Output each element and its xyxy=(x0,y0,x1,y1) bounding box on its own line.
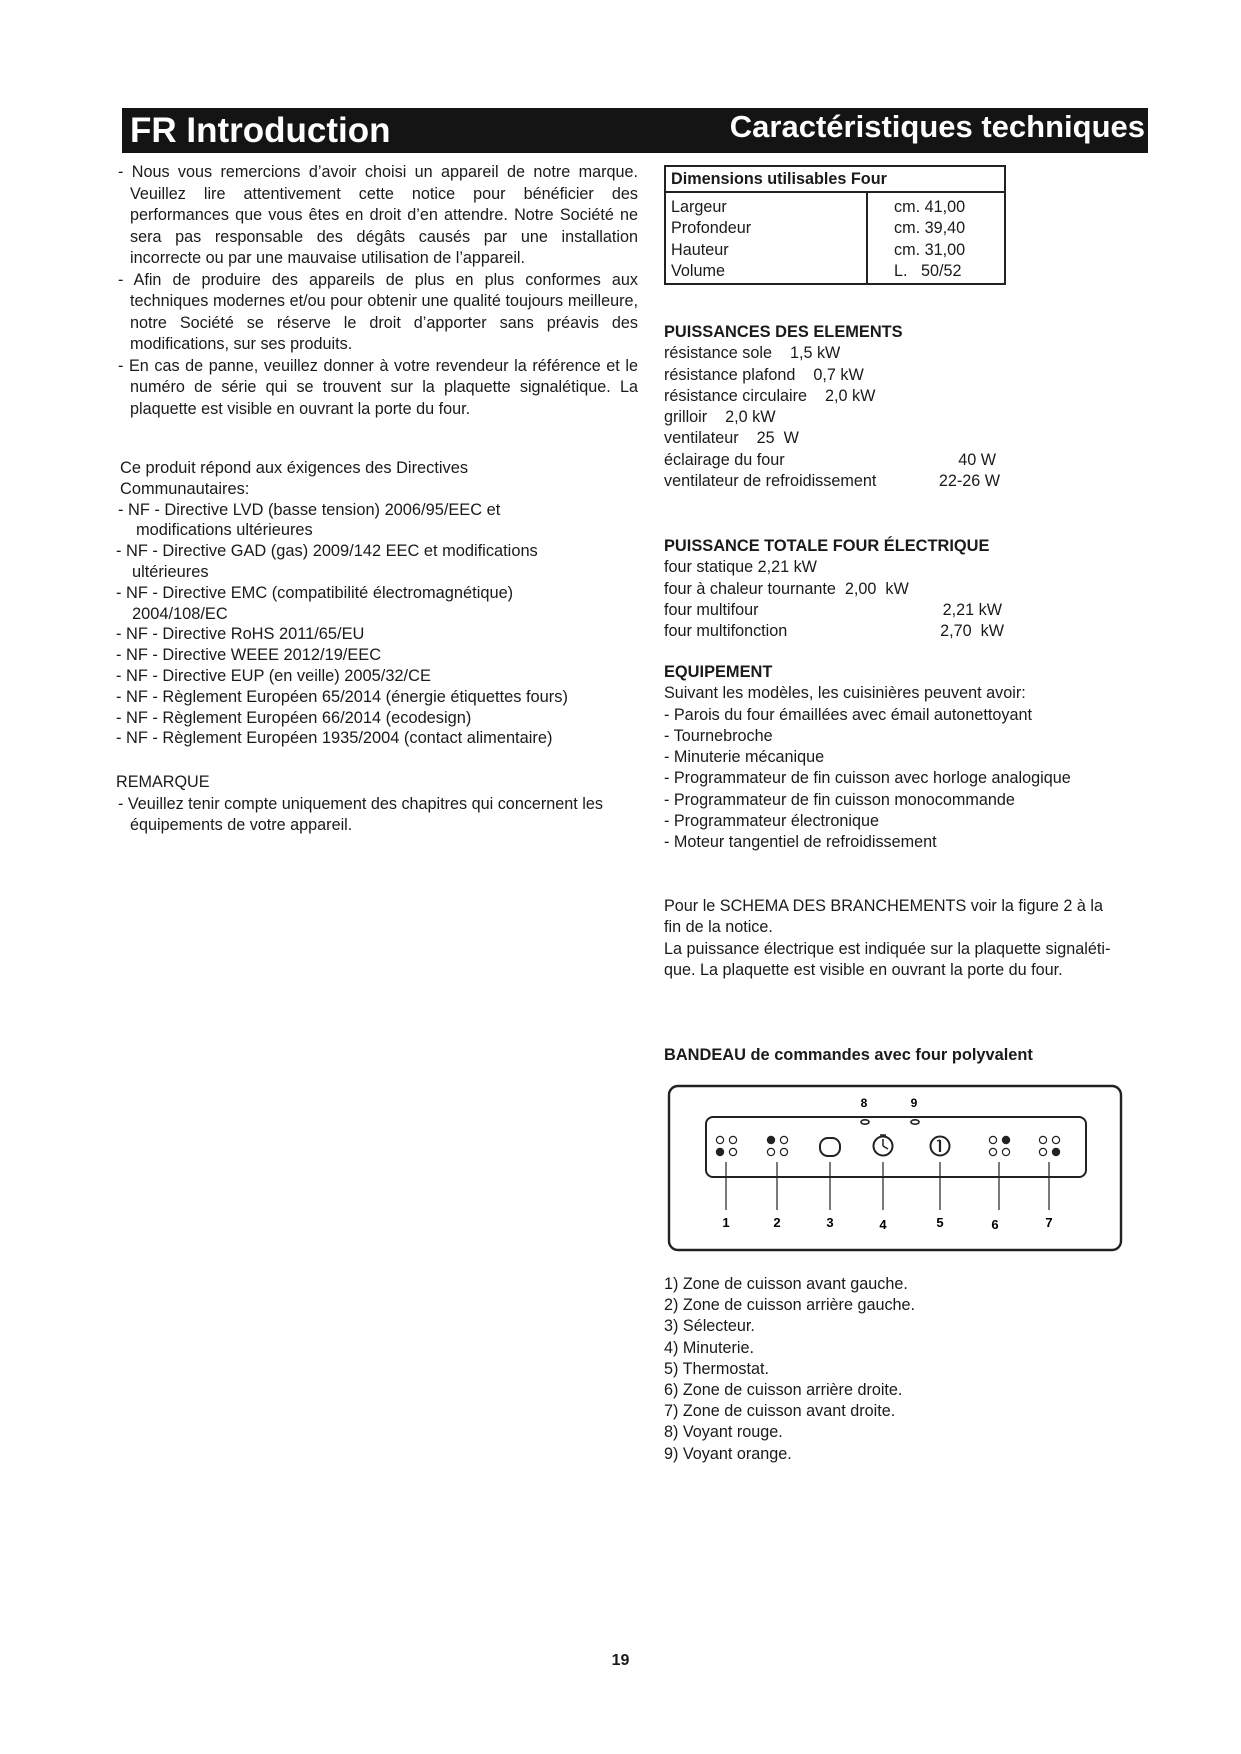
callout-number: 1 xyxy=(722,1215,730,1230)
puissances-title: PUISSANCES DES ELEMENTS xyxy=(664,323,903,341)
dimension-label: Hauteur xyxy=(671,240,729,259)
orange-lamp-icon xyxy=(911,1120,919,1124)
remarque-section xyxy=(118,772,638,837)
remarque-text: - Veuillez tenir compte uniquement des chapitres qui concernent les équipements de votre appareil. xyxy=(118,794,603,834)
dimension-label: Largeur xyxy=(671,198,727,216)
directive-item: - NF - Règlement Européen 1935/2004 (contact alimentaire) xyxy=(116,729,553,748)
puissance-totale-pair-label: four multifonction xyxy=(664,622,788,641)
directive-item: - NF - Directive LVD (basse tension) 2006/95/EEC et xyxy=(118,500,501,519)
dimension-value: cm. 41,00 xyxy=(894,198,966,216)
dimensions-table-header: Dimensions utilisables Four xyxy=(665,166,1005,192)
puissance-totale-section xyxy=(664,536,1084,642)
puissance-totale-title: PUISSANCE TOTALE FOUR ÉLECTRIQUE xyxy=(664,537,990,555)
schema-line: que. La plaquette est visible en ouvrant la porte du four. xyxy=(664,960,1063,979)
legend-item: 1) Zone de cuisson avant gauche. xyxy=(664,1275,908,1293)
equipement-item: - Programmateur de fin cuisson avec horloge analogique xyxy=(664,769,1071,788)
thermostat-icon xyxy=(931,1137,950,1156)
bandeau-legend xyxy=(664,1274,915,1465)
puissance-line: résistance circulaire 2,0 kW xyxy=(664,386,876,405)
directives-section xyxy=(118,458,658,749)
schema-line: Pour le SCHEMA DES BRANCHEMENTS voir la figure 2 à la xyxy=(664,897,1103,915)
puissance-totale-pair-label: four multifour xyxy=(664,600,759,619)
legend-item: 7) Zone de cuisson avant droite. xyxy=(664,1402,896,1421)
puissance-pair-value: 40 W xyxy=(958,450,996,469)
puissance-pair-label: éclairage du four xyxy=(664,450,785,469)
puissance-totale-pair-value: 2,21 kW xyxy=(942,600,1002,619)
dimension-label: Profondeur xyxy=(671,219,752,238)
legend-item: 5) Thermostat. xyxy=(664,1359,769,1378)
dimension-value: L. 50/52 xyxy=(894,262,962,281)
legend-item: 2) Zone de cuisson arrière gauche. xyxy=(664,1296,916,1315)
directive-item: - NF - Directive EMC (compatibilité électromagnétique) xyxy=(116,583,514,602)
remarque-title: REMARQUE xyxy=(116,773,210,791)
intro-paragraph-1: - Nous vous remercions d’avoir choisi un appareil de notre marque. Veuillez lire attentivement cette notice pour bénéficier des performances que vous êtes en droit d’en attendre. Notre Société ne sera pas responsable des dégâts causés par une installation incorrecte ou par une mauvaise utilisation de l’appareil. xyxy=(118,163,638,267)
directive-item: - NF - Règlement Européen 66/2014 (ecodesign) xyxy=(116,708,472,727)
callout-number: 3 xyxy=(826,1215,834,1230)
lamp-label-9: 9 xyxy=(910,1096,918,1110)
puissance-pair-row xyxy=(664,450,1084,471)
directive-item: - NF - Règlement Européen 65/2014 (énergie étiquettes fours) xyxy=(116,687,568,706)
equipement-item: - Parois du four émaillées avec émail autonettoyant xyxy=(664,705,1033,724)
page-number: 19 xyxy=(611,1652,630,1669)
hotplate-rear-left-icon xyxy=(767,1136,788,1156)
schema-line: fin de la notice. xyxy=(664,918,773,937)
red-lamp-icon xyxy=(861,1120,869,1124)
legend-item: 6) Zone de cuisson arrière droite. xyxy=(664,1381,903,1400)
panel-outer-frame xyxy=(669,1086,1121,1250)
dimensions-labels-cell xyxy=(665,192,867,284)
directive-item: - NF - Directive GAD (gas) 2009/142 EEC et modifications xyxy=(116,542,538,561)
callout-number: 2 xyxy=(773,1215,781,1230)
legend-item: 4) Minuterie. xyxy=(664,1338,754,1357)
intro-paragraph-2: - Afin de produire des appareils de plus en plus conformes aux techniques modernes et/ou pour obtenir une qualité toujours meilleure, notre Société se réserve le droit d’apporter sans préavis des modifications, sur ses produits. xyxy=(118,270,638,353)
puissance-totale-line: four statique 2,21 kW xyxy=(664,558,817,577)
header-right-title: Caractéristiques techniques xyxy=(729,109,1145,144)
puissances-section xyxy=(664,322,1084,492)
puissance-pair-value: 22-26 W xyxy=(938,472,1000,491)
equipement-section xyxy=(664,662,1124,854)
directive-item-cont: modifications ultérieures xyxy=(136,521,313,540)
panel-inner-frame xyxy=(706,1117,1086,1177)
puissance-line: résistance plafond 0,7 kW xyxy=(664,365,864,384)
callout-number: 5 xyxy=(936,1215,944,1230)
equipement-item: - Moteur tangentiel de refroidissement xyxy=(664,833,937,852)
equipement-item: - Minuterie mécanique xyxy=(664,748,825,767)
puissance-pair-label: ventilateur de refroidissement xyxy=(664,472,877,491)
callout-lines xyxy=(726,1162,1049,1210)
lamp-label-8: 8 xyxy=(860,1096,868,1110)
equipement-intro: Suivant les modèles, les cuisinières peuvent avoir: xyxy=(664,684,1026,703)
hotplate-front-right-icon xyxy=(1039,1136,1060,1156)
puissance-pair-row xyxy=(664,471,1084,492)
selector-icon xyxy=(820,1138,840,1156)
dimensions-values-cell xyxy=(867,192,1005,284)
timer-icon xyxy=(874,1135,893,1156)
dimension-value: cm. 31,00 xyxy=(894,240,966,259)
callout-number: 6 xyxy=(991,1217,999,1232)
puissance-totale-pair-row xyxy=(664,600,1084,621)
puissance-totale-pair-value: 2,70 kW xyxy=(940,622,1004,641)
directive-item: - NF - Directive EUP (en veille) 2005/32/CE xyxy=(116,666,431,685)
legend-item: 3) Sélecteur. xyxy=(664,1317,755,1336)
hotplate-rear-right-icon xyxy=(989,1136,1010,1156)
directive-item: - NF - Directive RoHS 2011/65/EU xyxy=(116,625,365,644)
puissance-line: résistance sole 1,5 kW xyxy=(664,344,841,363)
control-panel-diagram xyxy=(664,1082,1126,1254)
puissance-totale-line: four à chaleur tournante 2,00 kW xyxy=(664,579,909,598)
bandeau-title: BANDEAU de commandes avec four polyvalent xyxy=(664,1046,1033,1064)
dimension-label: Volume xyxy=(671,262,725,281)
dimension-value: cm. 39,40 xyxy=(894,219,966,238)
intro-section xyxy=(118,162,638,420)
legend-item: 8) Voyant rouge. xyxy=(664,1423,783,1442)
dimensions-table xyxy=(664,165,1006,285)
callout-number: 7 xyxy=(1045,1215,1053,1230)
legend-item: 9) Voyant orange. xyxy=(664,1444,792,1463)
puissance-line: grilloir 2,0 kW xyxy=(664,408,776,427)
equipement-item: - Tournebroche xyxy=(664,726,773,745)
puissance-line: ventilateur 25 W xyxy=(664,429,799,448)
intro-paragraph-3: - En cas de panne, veuillez donner à votre revendeur la référence et le numéro de série qui se trouvent sur la plaquette signalétique. La plaquette est visible en ouvrant la porte du four. xyxy=(118,356,638,418)
equipement-item: - Programmateur électronique xyxy=(664,812,880,831)
header-left-title: FR Introduction xyxy=(130,111,391,150)
directive-item-cont: 2004/108/EC xyxy=(132,604,228,623)
equipement-title: EQUIPEMENT xyxy=(664,663,773,681)
puissance-totale-pair-row xyxy=(664,621,1084,642)
schema-line: La puissance électrique est indiquée sur la plaquette signaléti- xyxy=(664,939,1111,958)
schema-section xyxy=(664,896,1144,981)
equipement-item: - Programmateur de fin cuisson monocommande xyxy=(664,790,1015,809)
directive-item: - NF - Directive WEEE 2012/19/EEC xyxy=(116,646,382,665)
callout-number: 4 xyxy=(879,1217,887,1232)
hotplate-front-left-icon xyxy=(716,1136,737,1156)
directive-item-cont: ultérieures xyxy=(132,562,209,581)
directives-heading: Ce produit répond aux éxigences des Directives Communautaires: xyxy=(120,459,469,498)
